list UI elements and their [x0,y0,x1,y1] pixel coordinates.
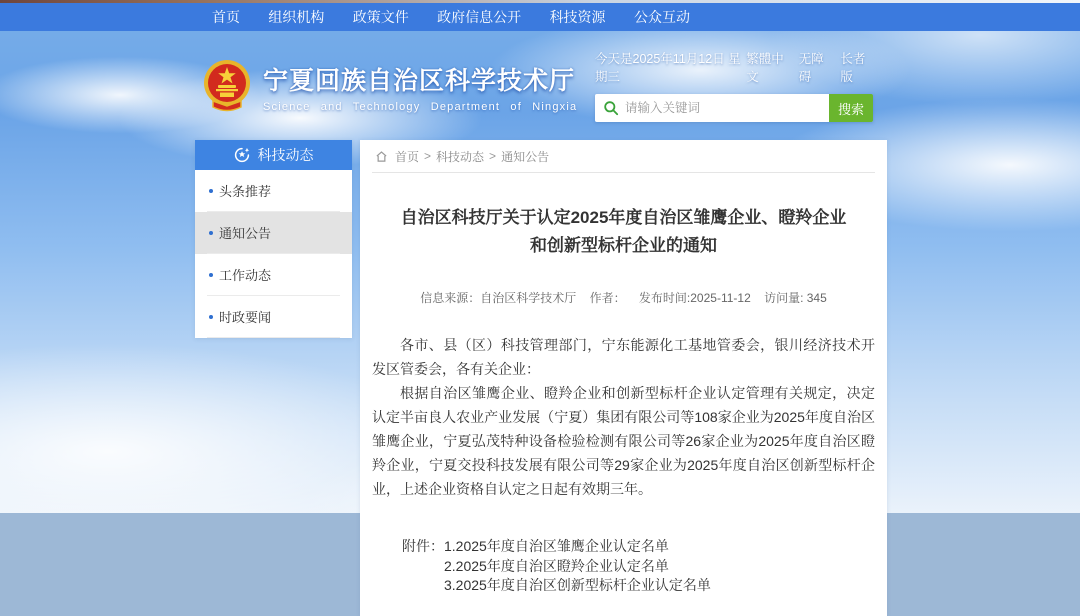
meta-views: 访问量: 345 [764,291,827,305]
attachments-label: 附件： [402,538,444,554]
sidebar-item-label: 时政要闻 [219,310,272,325]
breadcrumb-separator: > [489,149,497,163]
main-panel [360,140,887,616]
breadcrumb-sci-tech-news[interactable]: 科技动态 [436,149,485,164]
header-right [595,49,873,122]
attachments-list [444,537,711,596]
bullet-icon [209,315,213,319]
site-brand-text [263,61,577,113]
article-title-line2: 和创新型标杆企业的通知 [530,236,717,255]
link-traditional-chinese[interactable]: 繁體中文 [746,52,784,84]
top-navigation-bar [0,3,1080,31]
sidebar [195,140,352,338]
nav-item-home[interactable]: 首页 [212,9,240,25]
search-button[interactable]: 搜索 [829,94,873,122]
breadcrumb-separator: > [424,149,432,163]
article-paragraph: 根据自治区雏鹰企业、瞪羚企业和创新型标杆企业认定管理有关规定，决定认定半亩良人农业产业发展（宁夏）集团有限公司等108家企业为2025年度自治区雏鹰企业，宁夏弘茂特种设备检验检测有限公司等26家企业为2025年度自治区瞪羚企业，宁夏交投科技发展有限公司等29家企业为2025年度自治区创新型标杆企业，上述企业资格自认定之日起有效期三年。 [372,385,875,497]
site-subtitle: Science and Technology Department of Ningxia [263,101,578,113]
meta-source: 信息来源：自治区科学技术厅 [420,291,577,305]
attachments [372,537,875,596]
sidebar-item-label: 通知公告 [219,226,272,241]
site-title: 宁夏回族自治区科学技术厅 [263,67,576,95]
link-senior-version[interactable]: 长者版 [840,52,866,84]
sidebar-header [195,140,352,170]
sidebar-item-current-politics[interactable] [195,296,352,338]
attachment-gazelle-list[interactable]: 2.2025年度自治区瞪羚企业认定名单 [444,557,669,574]
sidebar-item-work-updates[interactable] [195,254,352,296]
article-paragraph: 各市、县（区）科技管理部门，宁东能源化工基地管委会，银川经济技术开发区管委会，各有关企业： [372,337,875,377]
star-circle-icon [234,147,250,163]
article-title-line1: 自治区科技厅关于认定2025年度自治区雏鹰企业、瞪羚企业 [400,208,847,227]
nav-item-sci-tech-resources[interactable]: 科技资源 [549,9,606,25]
link-accessibility[interactable]: 无障碍 [798,52,824,84]
sidebar-item-label: 头条推荐 [219,184,272,199]
article-meta [372,289,875,306]
site-brand [203,59,577,115]
nav-item-public-interaction[interactable]: 公众互动 [633,9,690,25]
search-bar [595,94,873,122]
sidebar-item-label: 工作动态 [219,268,272,283]
sidebar-list [195,170,352,338]
bullet-icon [209,189,213,193]
breadcrumb [372,140,875,173]
nav-item-gov-info-disclosure[interactable]: 政府信息公开 [437,9,522,25]
article-title [372,204,875,260]
sidebar-item-headlines[interactable] [195,170,352,212]
bullet-icon [209,273,213,277]
current-date: 今天是2025年11月12日 星期三 [595,52,741,84]
nav-item-organization[interactable]: 组织机构 [268,9,325,25]
bullet-icon [209,231,213,235]
nav-item-policy-documents[interactable]: 政策文件 [352,9,409,25]
national-emblem-icon [203,59,251,115]
search-input[interactable] [595,94,829,122]
sidebar-title: 科技动态 [257,147,314,163]
content-area [195,140,887,616]
meta-publish-time: 发布时间:2025-11-12 [638,291,751,305]
search-icon [603,100,619,116]
site-header [0,31,1080,139]
breadcrumb-notices[interactable]: 通知公告 [501,149,550,164]
meta-author: 作者： [589,291,626,305]
breadcrumb-home[interactable]: 首页 [395,149,420,164]
attachment-benchmark-list[interactable]: 3.2025年度自治区创新型标杆企业认定名单 [444,577,711,593]
quick-links [746,49,873,85]
attachment-eagle-list[interactable]: 1.2025年度自治区雏鹰企业认定名单 [444,538,669,554]
home-icon [375,150,388,163]
sidebar-item-notices[interactable] [195,212,352,254]
article-body [372,333,875,501]
